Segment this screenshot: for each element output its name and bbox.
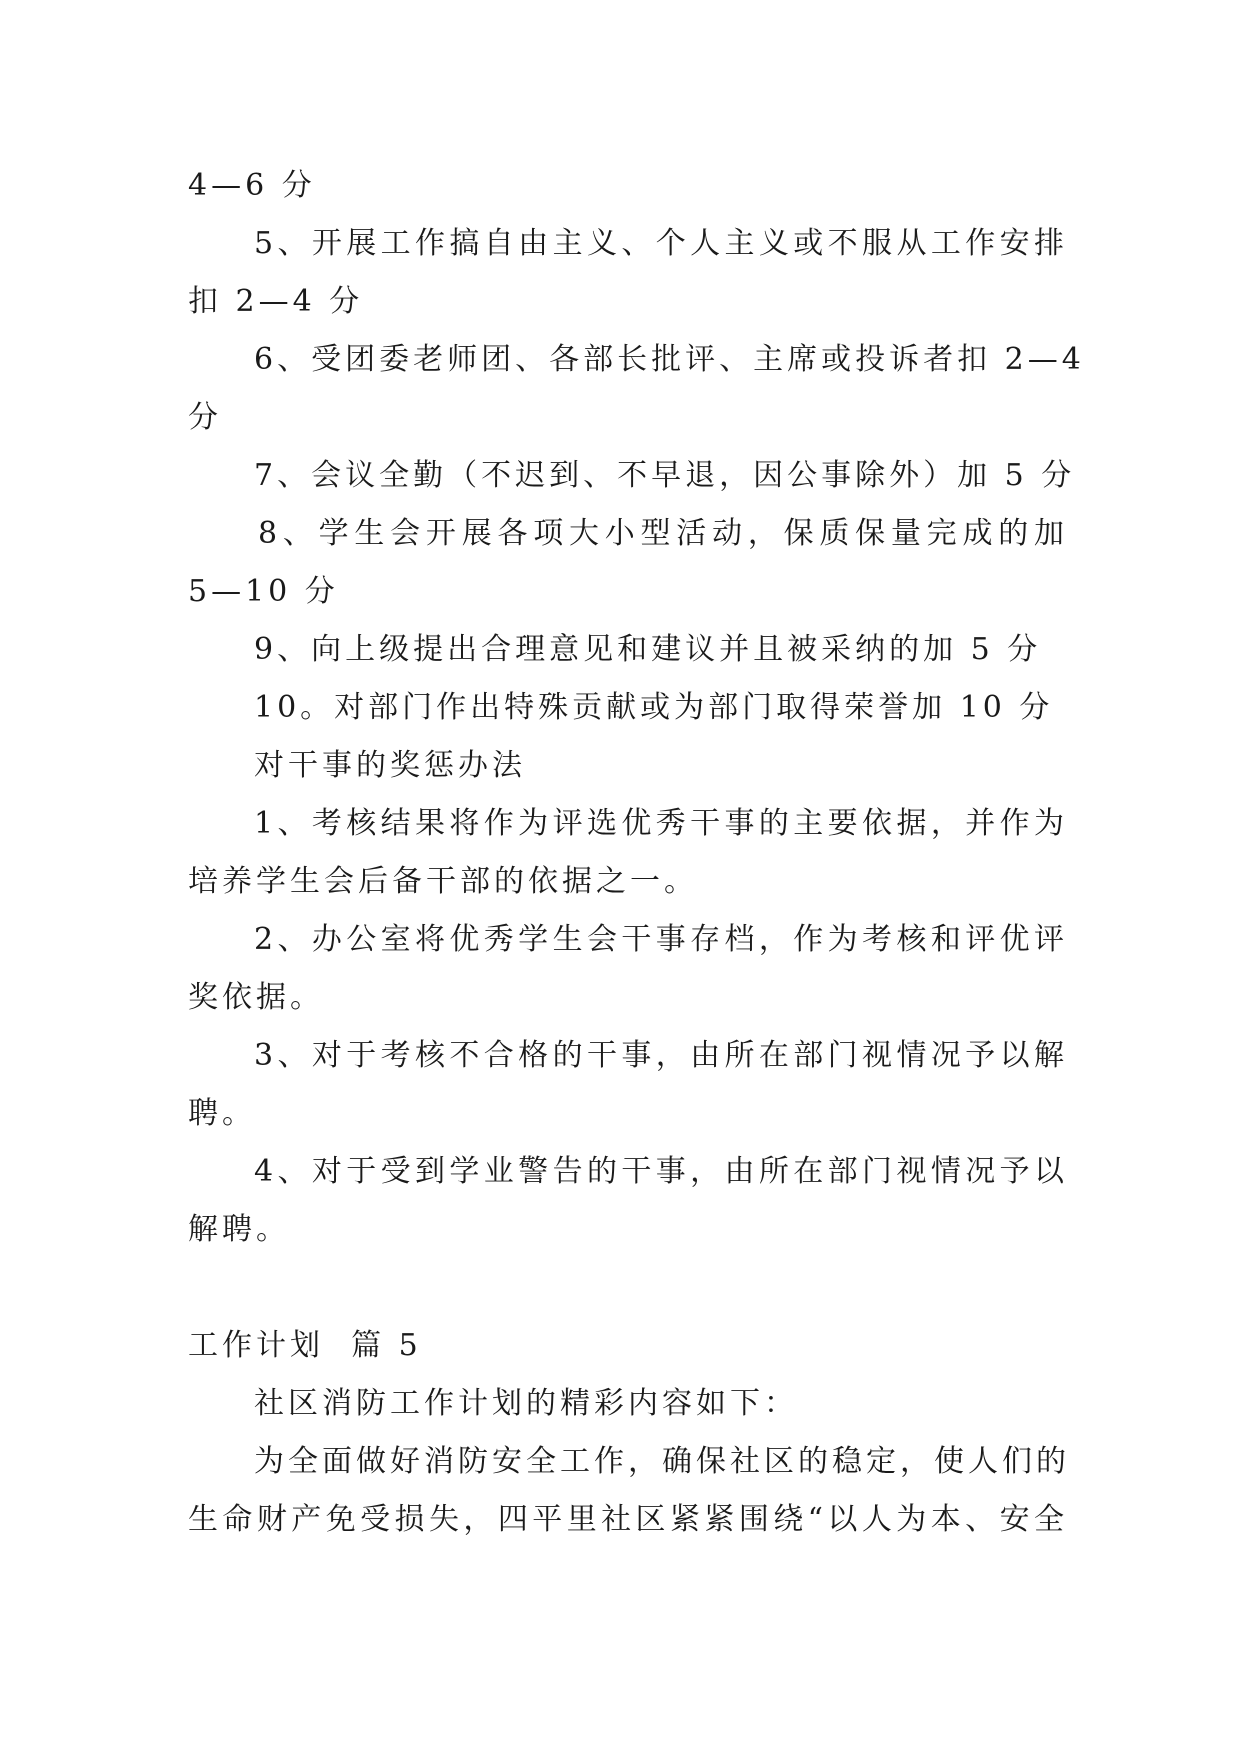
text-line: 为全面做好消防安全工作，确保社区的稳定，使人们的 xyxy=(254,1444,1070,1479)
text-line: 1、考核结果将作为评选优秀干事的主要依据，并作为 xyxy=(254,806,1068,841)
text-line: 5、开展工作搞自由主义、个人主义或不服从工作安排 xyxy=(254,226,1068,261)
text-line: 7、会议全勤（不迟到、不早退，因公事除外）加 5 分 xyxy=(254,458,1076,493)
text-line: 聘。 xyxy=(188,1096,256,1131)
text-line: 生命财产免受损失，四平里社区紧紧围绕“以人为本、安全 xyxy=(188,1502,1068,1537)
text-line: 对干事的奖惩办法 xyxy=(254,748,526,783)
text-line: 8、学生会开展各项大小型活动，保质保量完成的加 xyxy=(258,516,1068,551)
text-line: 6、受团委老师团、各部长批评、主席或投诉者扣 2—4 xyxy=(254,342,1085,377)
text-line: 5—10 分 xyxy=(188,574,339,609)
text-line: 扣 2—4 分 xyxy=(188,284,364,319)
text-line: 4—6 分 xyxy=(188,168,316,203)
text-line: 10。对部门作出特殊贡献或为部门取得荣誉加 10 分 xyxy=(254,690,1054,725)
section-heading: 工作计划 篇 5 xyxy=(188,1328,422,1363)
text-line: 解聘。 xyxy=(188,1212,290,1247)
text-line: 3、对于考核不合格的干事，由所在部门视情况予以解 xyxy=(254,1038,1068,1073)
text-line: 2、办公室将优秀学生会干事存档，作为考核和评优评 xyxy=(254,922,1068,957)
text-line: 奖依据。 xyxy=(188,980,324,1015)
text-line: 分 xyxy=(188,400,222,435)
text-line: 培养学生会后备干部的依据之一。 xyxy=(188,864,698,899)
text-line: 社区消防工作计划的精彩内容如下： xyxy=(254,1386,798,1421)
text-line: 4、对于受到学业警告的干事，由所在部门视情况予以 xyxy=(254,1154,1068,1189)
text-line: 9、向上级提出合理意见和建议并且被采纳的加 5 分 xyxy=(254,632,1042,667)
